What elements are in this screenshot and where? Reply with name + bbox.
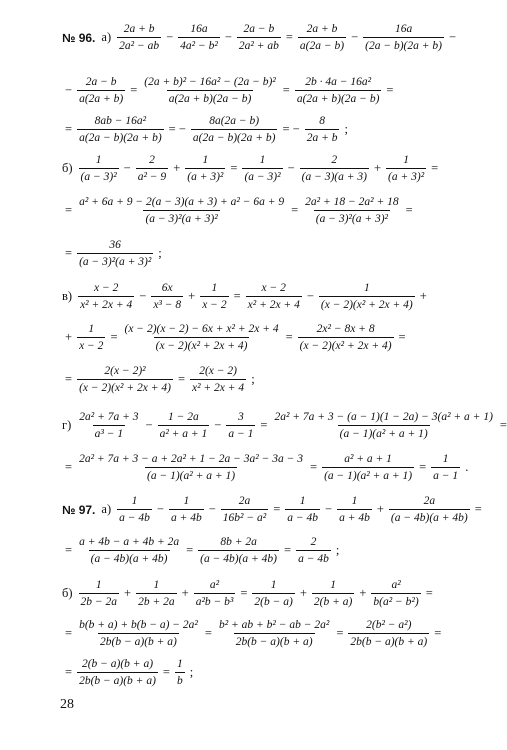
fraction [169,494,204,525]
equation-line [0,618,499,649]
fraction-denominator: 2b(b − a)(b + a) [98,633,179,649]
fraction-denominator: b [175,672,185,688]
equation-line [0,452,499,483]
operator: = [65,372,73,386]
fraction-denominator: x³ − 8 [151,296,183,312]
operator: = [65,460,73,474]
fraction-denominator: x² + 2x + 4 [246,296,302,312]
fraction [175,657,185,688]
fraction-denominator: 2b + 2a [136,593,177,609]
fraction-denominator: (x − 2)(x² + 2x + 4) [319,296,415,312]
fraction-numerator: 1 [299,495,306,507]
operator: + [373,161,382,175]
fraction-numerator: 2(b − a)(b + a) [81,658,154,670]
operator: = [110,330,118,344]
fraction-numerator: (2a + b)² − 16a² − (2a − b)² [144,76,276,88]
fraction-numerator: 1 [176,658,183,670]
fraction [285,494,320,525]
fraction-denominator: (a − 4b)(a + 4b) [389,509,470,525]
subpart-label: б) [62,586,73,600]
fraction [298,322,394,353]
fraction-denominator: a³ − 1 [93,425,125,441]
operator: = [177,372,185,386]
fraction [77,410,140,441]
fraction [136,578,177,609]
fraction [77,75,125,106]
fraction-numerator: 8b + 2a [220,536,257,548]
fraction-denominator: (a + 3)² [386,168,426,184]
fraction-numerator: 1 [211,282,218,294]
subpart-label: в) [62,289,73,303]
fraction-denominator: (x − 2)(x² + 2x + 4) [298,337,394,353]
fraction-numerator: 2a + b [306,23,338,35]
fraction [136,153,168,184]
fraction [371,578,420,609]
operator: + [376,502,384,516]
punctuation: . [465,460,469,474]
punctuation: ; [344,122,348,136]
fraction-numerator: 2a [238,495,251,507]
operator: − [208,502,216,516]
fraction-numerator: a² + 6a + 9 − 2(a − 3)(a + 3) + a² − 6a + 9 [79,196,285,208]
fraction-denominator: (x − 2)(x² + 2x + 4) [77,379,173,395]
fraction-numerator: 1 [153,579,160,591]
fraction-denominator: (a − 4b)(a + 4b) [89,550,170,566]
operator: − [306,289,314,303]
equation-line [0,75,499,106]
fraction-numerator: 8ab − 16a² [94,115,147,127]
fraction [142,75,277,106]
fraction-denominator: a²b − b³ [194,593,236,609]
fraction [242,153,282,184]
fraction-numerator: 2b · 4a − 16a² [305,76,372,88]
fraction-numerator: 2x² − 8x + 8 [316,323,375,335]
operator: = [186,543,194,557]
operator: + [299,586,307,600]
fraction-denominator: a − 4b [285,509,320,525]
fraction [322,452,414,483]
fraction-denominator: (a − 3)² [79,168,119,184]
fraction-denominator: (a − 3)²(a + 3)² [77,253,153,269]
fraction [77,618,200,649]
fraction-denominator: 2b(b − a)(b + a) [348,633,429,649]
fraction-denominator: x − 2 [77,337,105,353]
fraction-numerator: 1 [88,323,95,335]
fraction [300,153,369,184]
fraction [77,452,305,483]
operator: = [240,586,248,600]
fraction [237,22,281,53]
operator: = [419,460,427,474]
operator: = [65,665,73,679]
fraction-numerator: 8a(2a − b) [209,115,260,127]
fraction-denominator: (a − 1)(a² + a + 1) [145,467,237,483]
fraction-numerator: a + 4b − a + 4b + 2a [79,536,180,548]
fraction [117,494,152,525]
operator: = [434,626,442,640]
operator: = [65,246,73,260]
fraction-numerator: 1 [202,154,209,166]
fraction-numerator: 3 [237,411,244,423]
operator: − [166,30,174,44]
punctuation: ; [251,372,255,386]
fraction [77,238,153,269]
fraction [298,22,346,53]
fraction-numerator: 1 [442,453,449,465]
fraction-denominator: a − 1 [431,467,460,483]
fraction-numerator: 1 [183,495,190,507]
fraction-denominator: a(2a − b)(2a + b) [77,129,164,145]
fraction [386,153,426,184]
fraction-denominator: a(2a − b) [298,37,346,53]
operator: = [310,460,318,474]
operator: = [474,502,482,516]
fraction-numerator: 1 [403,154,409,166]
fraction-numerator: 2a² + 7a + 3 − (a − 1)(1 − 2a) − 3(a² + a + 1) [274,411,493,423]
operator: − [145,418,153,432]
fraction-numerator: 1 [363,282,370,294]
fraction [198,535,279,566]
fraction [272,410,494,441]
fraction [319,281,415,312]
equation-line [0,535,499,566]
operator: = [273,502,281,516]
fraction [296,535,331,566]
operator: = [162,665,170,679]
operator: = [284,543,292,557]
operator: − [287,161,295,175]
fraction [295,75,382,106]
fraction-numerator: 1 − 2a [168,411,199,423]
operator: = [431,161,439,175]
page-number: 28 [60,697,74,712]
fraction [303,195,400,226]
fraction-numerator: b² + ab + b² − ab − 2a² [218,619,330,631]
fraction-denominator: 2(b − a) [252,593,294,609]
fraction-denominator: (a − 3)²(a + 3)² [143,210,219,226]
fraction-numerator: 2a² + 7a + 3 − a + 2a² + 1 − 2a − 3a² − 3a − 3 [79,453,303,465]
equation-line [0,238,499,269]
fraction [190,364,246,395]
fraction-numerator: 2a² + 7a + 3 [79,411,139,423]
operator: = [291,203,299,217]
fraction-denominator: 2b − 2a [79,593,120,609]
fraction [178,22,220,53]
fraction-numerator: 1 [270,579,277,591]
operator: + [359,586,367,600]
fraction-numerator: 1 [131,495,138,507]
fraction-denominator: (a − 3)(a + 3) [300,168,369,184]
operator: = [405,203,413,217]
fraction-denominator: (a + 3)² [185,168,225,184]
operator: − [156,502,164,516]
fraction-denominator: (a − 1)(a² + a + 1) [338,425,430,441]
fraction [246,281,302,312]
operator: − [214,418,222,432]
operator: + [124,586,132,600]
fraction-numerator: 2 [331,154,338,166]
operator: = [233,289,241,303]
fraction [151,281,183,312]
fraction-numerator: 6x [161,282,173,294]
fraction-numerator: 2a + b [123,23,155,35]
fraction [185,153,225,184]
fraction [77,535,181,566]
subpart-label: а) [101,30,112,44]
fraction-numerator: 1 [259,154,266,166]
fraction-numerator: 1 [95,579,102,591]
fraction-denominator: a − 1 [226,425,255,441]
fraction-denominator: x² + 2x + 4 [78,296,134,312]
fraction-denominator: x − 2 [200,296,228,312]
operator: = [398,330,406,344]
fraction-denominator: (2a − b)(2a + b) [363,37,444,53]
fraction-numerator: 2a − b [85,76,117,88]
equation-line [0,364,499,395]
subpart-label: а) [101,502,112,516]
fraction [79,578,120,609]
fraction-denominator: 4a² − b² [178,37,220,53]
fraction-numerator: 8 [319,115,325,127]
fraction-denominator: (a − 4b)(a + 4b) [198,550,279,566]
fraction-numerator: a² [391,579,401,591]
punctuation: ; [189,665,194,679]
equation-line [0,153,499,184]
operator: − [224,30,232,44]
equation-line [0,657,499,688]
fraction-numerator: 2a [423,495,436,507]
operator: − [325,502,333,516]
fraction-denominator: a + 4b [169,509,204,525]
fraction [431,452,460,483]
subpart-label: б) [62,161,73,175]
fraction-numerator: 2a − b [243,23,275,35]
fraction-numerator: 2(b² − a²) [366,619,412,631]
subpart-label: г) [62,418,72,432]
operator: − [351,30,359,44]
fraction [78,281,134,312]
operator: = [336,626,344,640]
operator: = [386,83,394,97]
fraction-numerator: 36 [109,239,121,251]
operator: = [260,418,268,432]
equation-line [0,22,499,53]
fraction [158,410,210,441]
equation-line [0,578,499,609]
fraction-denominator: a(2a + b) [77,90,125,106]
equation-line [0,281,499,312]
fraction-numerator: 1 [330,579,336,591]
punctuation: ; [158,246,162,260]
operator: − [448,30,457,44]
fraction-numerator: 16a [190,23,208,35]
fraction-denominator: (a − 1)(a² + a + 1) [322,467,414,483]
equation-line [0,195,499,226]
equation-line [0,494,499,525]
fraction [123,322,281,353]
fraction [79,153,119,184]
fraction-numerator: a² + a + 1 [344,453,392,465]
operator: + [65,330,73,344]
operator: − [139,289,147,303]
operator: = [130,83,138,97]
fraction [217,618,331,649]
fraction-denominator: a − 4b [296,550,331,566]
punctuation: ; [335,543,340,557]
fraction-denominator: (a − 3)² [242,168,282,184]
operator: = [65,203,73,217]
fraction-denominator: a + 4b [337,509,372,525]
fraction-denominator: 2b(b − a)(b + a) [234,633,315,649]
equation-line [0,322,499,353]
fraction-denominator: a² − 9 [136,168,168,184]
fraction-numerator: 2(x − 2)² [104,365,146,377]
fraction-denominator: a(2a − b)(2a + b) [191,129,278,145]
fraction-denominator: 2a² − ab [117,37,161,53]
operator: = [285,30,293,44]
operator: = [230,161,238,175]
fraction-denominator: a − 4b [117,509,152,525]
operator: + [181,586,189,600]
fraction [348,618,429,649]
fraction [305,114,340,145]
fraction [194,578,236,609]
fraction-numerator: 1 [351,495,358,507]
fraction [337,494,372,525]
fraction-numerator: a² [209,579,220,591]
fraction [77,322,105,353]
fraction [363,22,444,53]
operator: = [65,626,73,640]
fraction-denominator: (a − 3)²(a + 3)² [314,210,390,226]
fraction [221,494,268,525]
operator: = [285,330,293,344]
fraction [77,195,286,226]
fraction-denominator: a² + a + 1 [158,425,210,441]
operator: − [65,83,73,97]
operator: + [419,289,427,303]
operator: = [65,543,73,557]
equation-line [0,114,499,145]
fraction-denominator: x² + 2x + 4 [190,379,246,395]
equation-line [0,410,507,441]
fraction-numerator: 16a [394,23,413,35]
fraction-denominator: 2(b + a) [312,593,354,609]
fraction [226,410,255,441]
fraction-numerator: b(b + a) + b(b − a) − 2a² [79,619,198,631]
operator: = [425,586,433,600]
fraction-denominator: 2a + b [305,129,340,145]
operator: + [188,289,196,303]
fraction-numerator: x − 2 [261,282,286,294]
fraction [191,114,278,145]
operator: = [65,122,73,136]
operator: = [282,83,290,97]
problem-number: № 96. [62,30,96,45]
fraction-denominator: 2a² + ab [237,37,281,53]
fraction-numerator: (x − 2)(x − 2) − 6x + x² + 2x + 4 [124,323,279,335]
fraction-numerator: 2 [310,536,317,548]
fraction [200,281,228,312]
fraction [312,578,354,609]
operator: = − [282,122,300,136]
fraction [389,494,470,525]
problem-number: № 97. [62,502,96,517]
fraction-numerator: x − 2 [93,282,119,294]
fraction [117,22,161,53]
fraction-denominator: a(2a + b)(2a − b) [295,90,382,106]
fraction-numerator: 2a² + 18 − 2a² + 18 [305,196,399,208]
fraction-denominator: (x − 2)(x² + 2x + 4) [154,337,250,353]
operator: = [204,626,212,640]
fraction-numerator: 1 [95,154,102,166]
fraction-numerator: 2 [149,154,155,166]
fraction-denominator: b(a² − b²) [371,593,420,609]
fraction-denominator: a(2a + b)(2a − b) [167,90,254,106]
operator: − [123,161,131,175]
fraction-denominator: 16b² − a² [221,509,268,525]
fraction [77,657,158,688]
fraction-denominator: 2b(b − a)(b + a) [77,672,158,688]
operator: = [499,418,507,432]
fraction [77,114,164,145]
fraction-numerator: 2(x − 2) [199,365,237,377]
fraction [77,364,173,395]
fraction [252,578,294,609]
operator: = − [168,122,186,136]
operator: + [173,161,181,175]
